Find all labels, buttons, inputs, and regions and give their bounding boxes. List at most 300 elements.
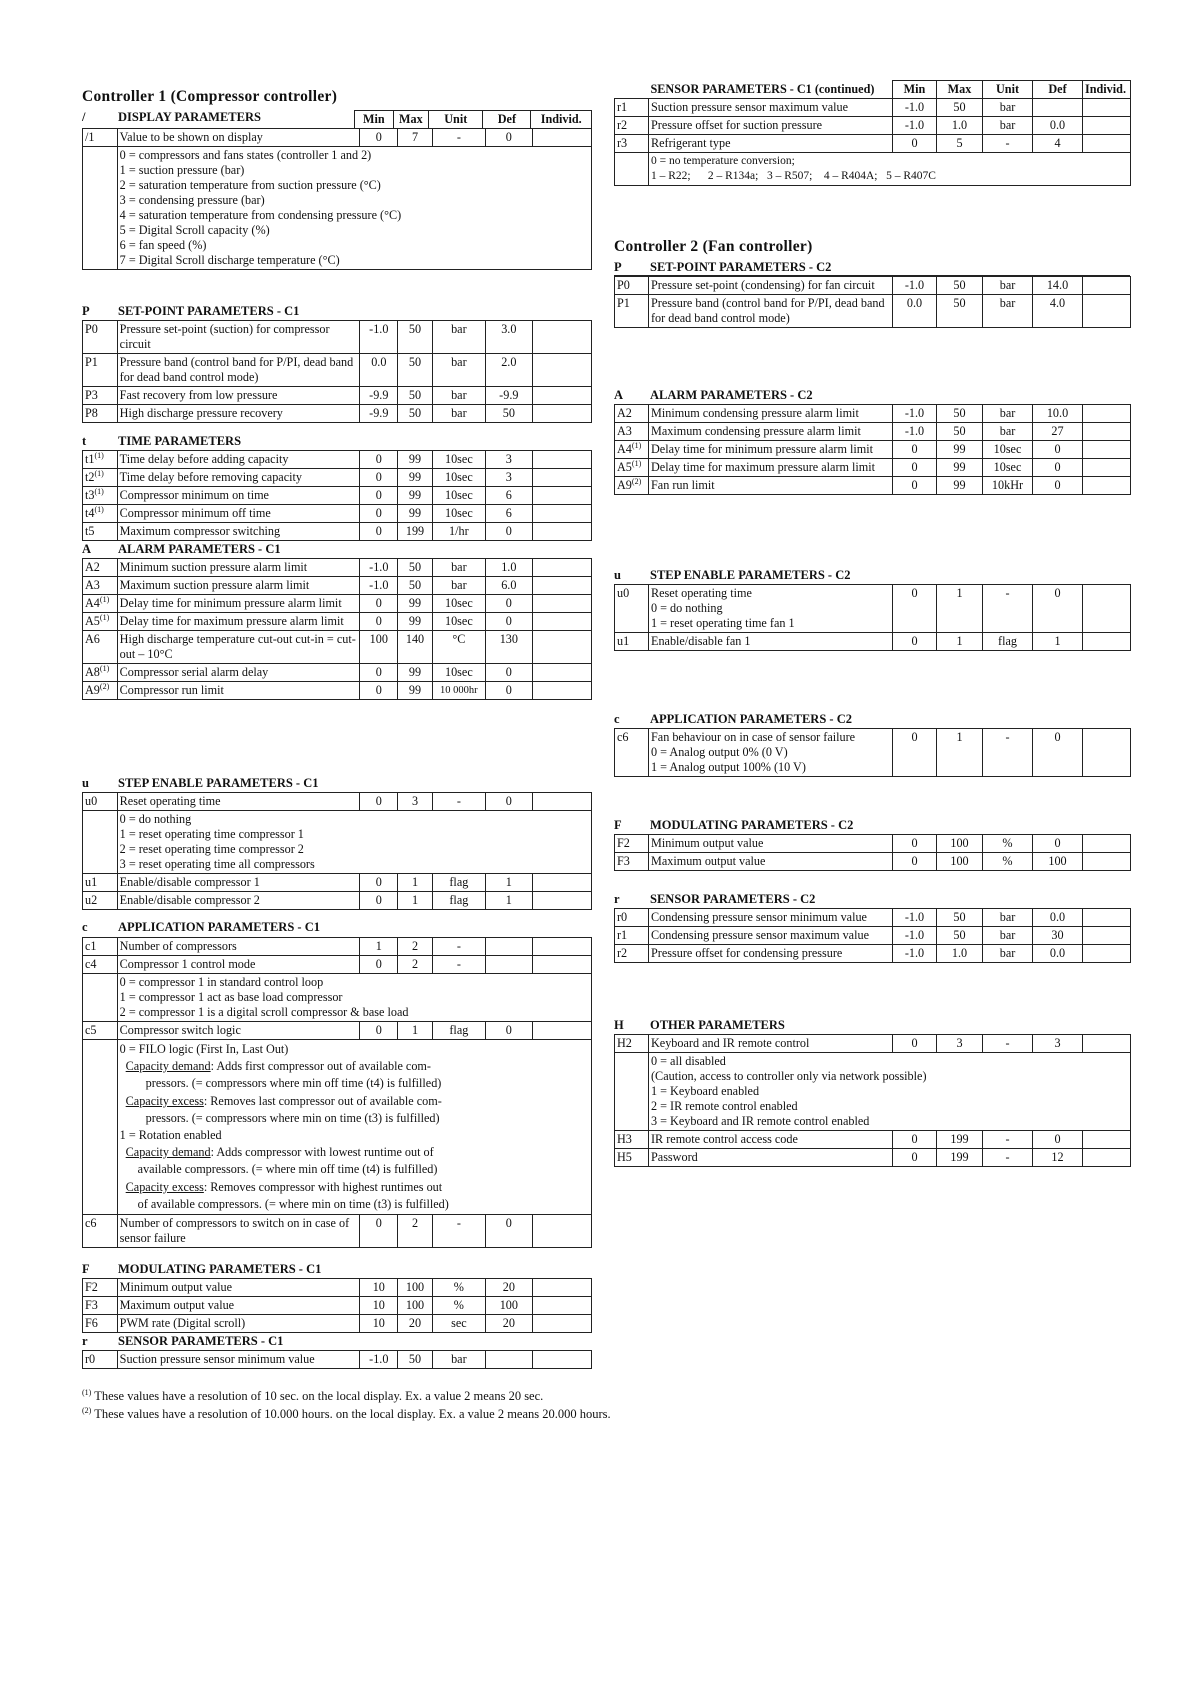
param-min: 10 xyxy=(360,1279,398,1297)
param-unit: 10sec xyxy=(432,487,485,505)
other-table xyxy=(614,1034,1131,1167)
param-min: 0 xyxy=(893,441,937,459)
table-row xyxy=(615,135,1131,153)
section-title: DISPLAY PARAMETERS xyxy=(118,110,261,124)
param-max: 99 xyxy=(398,682,433,700)
param-unit: - xyxy=(983,1131,1033,1149)
application-c1-table xyxy=(82,937,592,1248)
param-min: 0 xyxy=(360,469,398,487)
param-individ xyxy=(532,938,591,956)
table-row xyxy=(615,585,1131,633)
param-individ xyxy=(1083,585,1131,633)
param-max: 1 xyxy=(937,585,983,633)
param-def: 6 xyxy=(485,505,532,523)
param-unit: % xyxy=(432,1279,485,1297)
option-line: 0 = Analog output 0% (0 V) xyxy=(651,745,788,759)
param-code: c5 xyxy=(83,1022,118,1040)
table-row xyxy=(83,874,592,892)
param-code: t5 xyxy=(85,524,95,538)
option-line: 2 = saturation temperature from suction pressure (°C) xyxy=(119,178,381,192)
section-title: MODULATING PARAMETERS - C1 xyxy=(118,1262,322,1276)
param-unit: bar xyxy=(432,1351,485,1369)
param-individ xyxy=(532,956,591,974)
param-max: 99 xyxy=(398,613,433,631)
param-individ xyxy=(532,1315,591,1333)
table-row xyxy=(83,1315,592,1333)
param-code: P3 xyxy=(83,387,118,405)
param-def: 130 xyxy=(485,631,532,664)
param-max: 50 xyxy=(398,559,433,577)
section-code: u xyxy=(82,776,89,790)
param-desc: Reset operating time xyxy=(117,793,360,811)
param-code: r0 xyxy=(615,909,649,927)
param-unit: - xyxy=(432,1215,485,1248)
param-desc: Number of compressors xyxy=(117,938,360,956)
controller1-title: Controller 1 (Compressor controller) xyxy=(82,88,338,105)
section-code: F xyxy=(82,1262,90,1276)
param-code: t3 xyxy=(85,488,95,502)
option-line: 0 = do nothing xyxy=(651,601,723,615)
modulating-c1-heading xyxy=(82,1262,321,1277)
param-max: 3 xyxy=(937,1035,983,1053)
header-min: Min xyxy=(893,81,937,99)
section-code: u xyxy=(614,568,621,582)
header-unit: Unit xyxy=(429,111,483,129)
param-code: r0 xyxy=(83,1351,118,1369)
param-code: c1 xyxy=(83,938,118,956)
param-def: 0 xyxy=(1033,477,1083,495)
param-max: 5 xyxy=(937,135,983,153)
param-individ xyxy=(1083,1131,1131,1149)
param-max: 50 xyxy=(398,405,433,423)
param-def: 20 xyxy=(485,1315,532,1333)
param-max: 50 xyxy=(937,99,983,117)
option-line: 1 = Rotation enabled xyxy=(119,1128,222,1143)
param-max: 1 xyxy=(398,1022,433,1040)
param-code: t1 xyxy=(85,452,95,466)
table-row xyxy=(615,99,1131,117)
param-individ xyxy=(1083,295,1131,328)
param-individ xyxy=(532,523,591,541)
table-row xyxy=(615,277,1131,295)
option-line: 4 = saturation temperature from condensing pressure (°C) xyxy=(119,208,402,222)
table-row xyxy=(83,1351,592,1369)
param-code: r2 xyxy=(615,117,649,135)
header-max: Max xyxy=(937,81,983,99)
param-min: 0 xyxy=(360,874,398,892)
param-individ xyxy=(532,682,591,700)
param-individ xyxy=(532,631,591,664)
param-def: 0 xyxy=(485,793,532,811)
param-desc: Condensing pressure sensor maximum value xyxy=(649,927,893,945)
table-row xyxy=(83,559,592,577)
param-max: 50 xyxy=(937,277,983,295)
param-desc: Delay time for minimum pressure alarm limit xyxy=(117,595,360,613)
header-row xyxy=(615,81,1131,99)
param-unit: 1/hr xyxy=(432,523,485,541)
param-individ xyxy=(1083,477,1131,495)
sensor-c1-continued-table xyxy=(614,80,1131,186)
param-unit: bar xyxy=(983,909,1033,927)
param-code: A4 xyxy=(85,596,100,610)
param-max: 1.0 xyxy=(937,945,983,963)
table-row xyxy=(615,295,1131,328)
param-min: 0 xyxy=(893,585,937,633)
param-unit: 10 000hr xyxy=(432,682,485,700)
param-def: 100 xyxy=(1033,853,1083,871)
section-title: SENSOR PARAMETERS - C1 xyxy=(118,1334,284,1348)
param-individ xyxy=(532,595,591,613)
param-def: 3 xyxy=(485,451,532,469)
param-individ xyxy=(1083,945,1131,963)
param-desc: Fan behaviour on in case of sensor failure xyxy=(651,730,856,744)
option-text: : Removes compressor with highest runtimes out xyxy=(203,1179,443,1194)
param-desc: Maximum output value xyxy=(649,853,893,871)
table-row xyxy=(615,945,1131,963)
option-line: 2 = IR remote control enabled xyxy=(651,1099,798,1113)
param-code: F6 xyxy=(83,1315,118,1333)
param-desc: Compressor run limit xyxy=(117,682,360,700)
param-individ xyxy=(532,387,591,405)
param-code: A9 xyxy=(85,683,100,697)
options-row xyxy=(83,1040,592,1215)
param-individ xyxy=(1083,633,1131,651)
table-row xyxy=(83,451,592,469)
param-min: 0 xyxy=(360,682,398,700)
param-code: A9 xyxy=(617,478,632,492)
param-min: 0 xyxy=(893,1035,937,1053)
param-unit: 10sec xyxy=(432,613,485,631)
param-individ xyxy=(532,577,591,595)
param-code: A5 xyxy=(617,460,632,474)
table-row xyxy=(83,1215,592,1248)
table-row xyxy=(83,682,592,700)
table-row xyxy=(83,523,592,541)
alarm-c1-heading xyxy=(82,542,281,557)
param-code: t2 xyxy=(85,470,95,484)
param-max: 20 xyxy=(398,1315,433,1333)
param-desc: Suction pressure sensor minimum value xyxy=(117,1351,360,1369)
param-code: c6 xyxy=(615,729,649,777)
param-unit: 10sec xyxy=(432,505,485,523)
param-min: 0 xyxy=(360,451,398,469)
header-individ: Individ. xyxy=(531,111,592,129)
options-row xyxy=(615,153,1131,186)
param-unit: % xyxy=(432,1297,485,1315)
param-desc: High discharge pressure recovery xyxy=(117,405,360,423)
param-unit: bar xyxy=(432,387,485,405)
param-min: 0 xyxy=(360,1215,398,1248)
param-individ xyxy=(1083,729,1131,777)
param-unit: bar xyxy=(983,295,1033,328)
section-code: / xyxy=(82,110,86,124)
alarm-c1-table xyxy=(82,558,592,700)
param-def: 0 xyxy=(1033,729,1083,777)
param-desc: Condensing pressure sensor minimum value xyxy=(649,909,893,927)
footnote-text: These values have a resolution of 10.000 hours. on the local display. Ex. a value 2 means 20.000 hours. xyxy=(91,1407,611,1421)
param-desc: Minimum output value xyxy=(117,1279,360,1297)
param-max: 99 xyxy=(398,469,433,487)
param-max: 3 xyxy=(398,793,433,811)
option-line: 6 = fan speed (%) xyxy=(119,238,207,252)
param-def: 12 xyxy=(1033,1149,1083,1167)
param-desc: Compressor minimum on time xyxy=(117,487,360,505)
display-table xyxy=(82,128,592,270)
option-line: 0 = do nothing xyxy=(119,812,192,826)
section-title: APPLICATION PARAMETERS - C2 xyxy=(650,712,852,726)
param-max: 99 xyxy=(937,459,983,477)
section-code: F xyxy=(614,818,622,832)
param-def: 1 xyxy=(485,892,532,910)
param-max: 1 xyxy=(398,874,433,892)
param-code: r1 xyxy=(615,99,649,117)
param-def: 3.0 xyxy=(485,321,532,354)
param-desc: Fan run limit xyxy=(649,477,893,495)
option-line: 3 = condensing pressure (bar) xyxy=(119,193,265,207)
footnote-mark: (1) xyxy=(99,663,110,673)
param-desc: Maximum condensing pressure alarm limit xyxy=(649,423,893,441)
param-unit: bar xyxy=(432,354,485,387)
section-code: H xyxy=(614,1018,624,1032)
param-individ xyxy=(1083,1035,1131,1053)
table-row xyxy=(83,354,592,387)
param-min: 10 xyxy=(360,1297,398,1315)
param-min: 100 xyxy=(360,631,398,664)
table-row xyxy=(615,459,1131,477)
param-max: 1 xyxy=(937,633,983,651)
application-c2-table xyxy=(614,728,1131,777)
footnote-mark: (1) xyxy=(99,594,110,604)
option-label: Capacity demand xyxy=(125,1145,211,1160)
table-row xyxy=(83,956,592,974)
table-row xyxy=(615,441,1131,459)
param-max: 199 xyxy=(398,523,433,541)
param-def: 0 xyxy=(485,664,532,682)
param-unit: - xyxy=(983,585,1033,633)
param-min: 0 xyxy=(893,853,937,871)
param-def: 20 xyxy=(485,1279,532,1297)
param-code: P8 xyxy=(83,405,118,423)
param-min: -1.0 xyxy=(893,277,937,295)
table-row xyxy=(615,423,1131,441)
param-individ xyxy=(1083,277,1131,295)
param-min: -9.9 xyxy=(360,387,398,405)
param-code: A6 xyxy=(85,632,100,646)
header-max: Max xyxy=(393,111,428,129)
application-c1-heading xyxy=(82,920,320,935)
param-min: 0 xyxy=(360,505,398,523)
param-individ xyxy=(532,451,591,469)
setpoint-c2-heading xyxy=(614,260,1130,276)
param-def: 100 xyxy=(485,1297,532,1315)
param-min: 0 xyxy=(360,613,398,631)
step-c2-table xyxy=(614,584,1131,651)
param-unit: bar xyxy=(983,405,1033,423)
section-title: SET-POINT PARAMETERS - C2 xyxy=(650,260,832,274)
other-heading xyxy=(614,1018,785,1033)
param-code: /1 xyxy=(83,129,118,147)
param-individ xyxy=(532,1297,591,1315)
table-row xyxy=(615,117,1131,135)
param-individ xyxy=(1083,441,1131,459)
param-unit: - xyxy=(432,129,485,147)
param-individ xyxy=(532,1215,591,1248)
param-def: 0 xyxy=(1033,441,1083,459)
modulating-c1-table xyxy=(82,1278,592,1333)
param-min: 0 xyxy=(893,1149,937,1167)
time-heading xyxy=(82,434,241,449)
param-unit: - xyxy=(432,956,485,974)
header-unit: Unit xyxy=(983,81,1033,99)
param-unit: 10kHr xyxy=(983,477,1033,495)
param-def: 50 xyxy=(485,405,532,423)
controller2-title: Controller 2 (Fan controller) xyxy=(614,238,813,255)
footnote-text: These values have a resolution of 10 sec. on the local display. Ex. a value 2 means 20 sec. xyxy=(91,1389,544,1403)
param-def: 30 xyxy=(1033,927,1083,945)
param-min: 0 xyxy=(360,793,398,811)
options-row xyxy=(615,1053,1131,1131)
time-table xyxy=(82,450,592,541)
alarm-c2-table xyxy=(614,404,1131,495)
param-desc: IR remote control access code xyxy=(649,1131,893,1149)
param-individ xyxy=(532,892,591,910)
param-min: -1.0 xyxy=(360,321,398,354)
param-def: 1 xyxy=(485,874,532,892)
table-row xyxy=(83,664,592,682)
param-unit: 10sec xyxy=(432,595,485,613)
option-line: 5 = Digital Scroll capacity (%) xyxy=(119,223,270,237)
table-row xyxy=(83,595,592,613)
option-line: (Caution, access to controller only via network possible) xyxy=(651,1069,927,1083)
option-label: Capacity demand xyxy=(125,1059,211,1074)
param-individ xyxy=(532,793,591,811)
option-line: 0 = compressors and fans states (controller 1 and 2) xyxy=(119,148,372,162)
param-min: 0 xyxy=(360,956,398,974)
param-unit: 10sec xyxy=(983,441,1033,459)
option-line: 1 = Analog output 100% (10 V) xyxy=(651,760,806,774)
param-def: 0 xyxy=(485,613,532,631)
param-min: 0 xyxy=(893,477,937,495)
section-title: OTHER PARAMETERS xyxy=(650,1018,785,1032)
param-max: 2 xyxy=(398,956,433,974)
table-row xyxy=(83,793,592,811)
param-unit: - xyxy=(983,1035,1033,1053)
param-code: F3 xyxy=(615,853,649,871)
section-code: A xyxy=(82,542,92,556)
param-desc: Pressure offset for condensing pressure xyxy=(649,945,893,963)
param-def: 0 xyxy=(1033,1131,1083,1149)
option-text: available compressors. (= where min off time (t4) is fulfilled) xyxy=(137,1162,438,1177)
param-desc: Delay time for maximum pressure alarm limit xyxy=(649,459,893,477)
option-line: 1 = reset operating time fan 1 xyxy=(651,616,795,630)
footnote-mark: (1) xyxy=(82,1387,92,1397)
option-line: 1 = reset operating time compressor 1 xyxy=(119,827,304,841)
table-row xyxy=(615,405,1131,423)
option-label: Capacity excess xyxy=(125,1093,204,1108)
section-title: SENSOR PARAMETERS - C1 (continued) xyxy=(649,81,893,99)
param-desc: Maximum compressor switching xyxy=(117,523,360,541)
section-code: c xyxy=(82,920,88,934)
param-desc: Value to be shown on display xyxy=(117,129,360,147)
param-code: c4 xyxy=(83,956,118,974)
param-unit: bar xyxy=(983,117,1033,135)
param-min: -1.0 xyxy=(893,945,937,963)
table-row xyxy=(615,633,1131,651)
param-code: u1 xyxy=(615,633,649,651)
param-individ xyxy=(1083,853,1131,871)
table-row xyxy=(83,1297,592,1315)
param-def: 2.0 xyxy=(485,354,532,387)
options-row xyxy=(83,811,592,874)
option-text: pressors. (= compressors where min off time (t4) is fulfilled) xyxy=(145,1076,442,1091)
param-def: 4.0 xyxy=(1033,295,1083,328)
param-min: -1.0 xyxy=(360,559,398,577)
param-desc: Minimum output value xyxy=(649,835,893,853)
section-title: SET-POINT PARAMETERS - C1 xyxy=(118,304,300,318)
param-min: -1.0 xyxy=(360,1351,398,1369)
section-title: STEP ENABLE PARAMETERS - C1 xyxy=(118,776,319,790)
table-row xyxy=(83,577,592,595)
footnote-mark: (2) xyxy=(82,1405,92,1415)
param-min: 0.0 xyxy=(893,295,937,328)
footnote-mark: (1) xyxy=(631,458,642,468)
param-individ xyxy=(1083,927,1131,945)
param-desc: Pressure set-point (condensing) for fan circuit xyxy=(649,277,893,295)
param-individ xyxy=(1083,1149,1131,1167)
param-code: A3 xyxy=(85,578,100,592)
param-unit: bar xyxy=(432,577,485,595)
param-unit: % xyxy=(983,853,1033,871)
param-max: 50 xyxy=(398,577,433,595)
table-row xyxy=(83,405,592,423)
param-def: 0 xyxy=(1033,459,1083,477)
table-row xyxy=(83,1022,592,1040)
param-desc: Compressor serial alarm delay xyxy=(117,664,360,682)
param-code: A2 xyxy=(85,560,100,574)
param-code: r1 xyxy=(615,927,649,945)
param-individ xyxy=(1083,405,1131,423)
param-max: 7 xyxy=(398,129,433,147)
section-code: r xyxy=(82,1334,88,1348)
param-individ xyxy=(532,354,591,387)
table-row xyxy=(615,909,1131,927)
sensor-c1-heading xyxy=(82,1334,283,1349)
table-row xyxy=(615,835,1131,853)
setpoint-c2-table xyxy=(614,276,1131,328)
param-desc: Compressor switch logic xyxy=(117,1022,360,1040)
param-min: 0 xyxy=(893,835,937,853)
param-min: 0 xyxy=(893,135,937,153)
param-code: A5 xyxy=(85,614,100,628)
section-title: ALARM PARAMETERS - C1 xyxy=(118,542,281,556)
section-title: ALARM PARAMETERS - C2 xyxy=(650,388,813,402)
param-min: -9.9 xyxy=(360,405,398,423)
param-individ xyxy=(532,405,591,423)
param-desc: Pressure band (control band for P/PI, dead band for dead band control mode) xyxy=(649,295,893,328)
param-max: 100 xyxy=(937,853,983,871)
param-code: u1 xyxy=(83,874,118,892)
option-line: 0 = all disabled xyxy=(651,1054,726,1068)
param-min: 0 xyxy=(360,595,398,613)
param-min: 0 xyxy=(360,1022,398,1040)
section-code: P xyxy=(82,304,90,318)
option-text: of available compressors. (= where min on time (t3) is fulfilled) xyxy=(137,1196,449,1211)
table-row xyxy=(83,487,592,505)
param-min: -1.0 xyxy=(893,909,937,927)
param-desc: Maximum output value xyxy=(117,1297,360,1315)
param-individ xyxy=(532,664,591,682)
param-unit: flag xyxy=(432,1022,485,1040)
